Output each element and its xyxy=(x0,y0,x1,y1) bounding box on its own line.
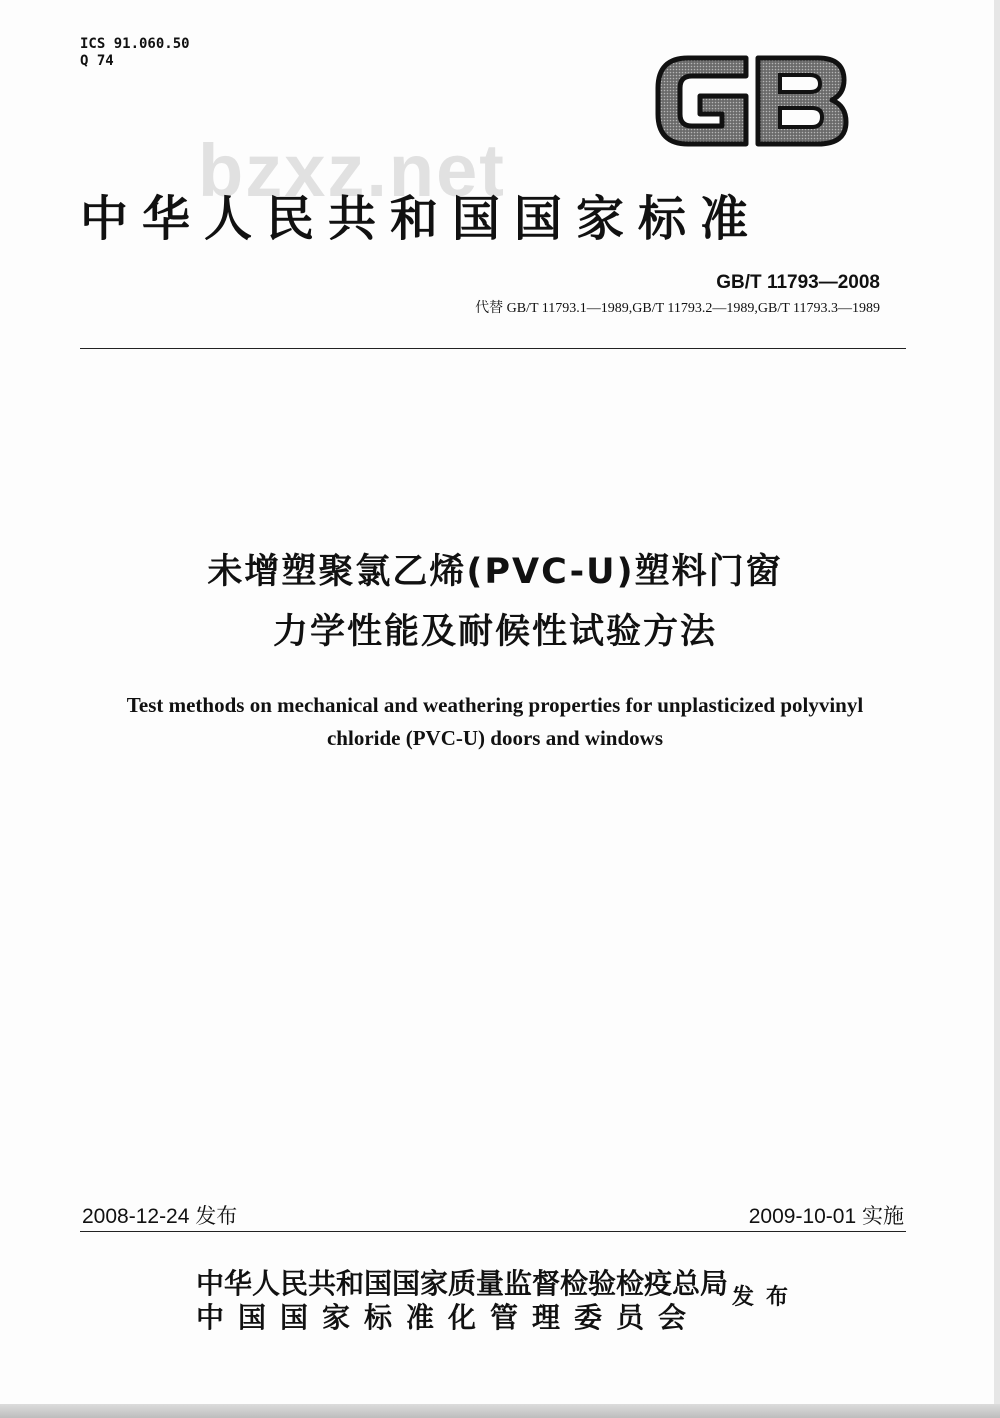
replaces-standards: 代替 GB/T 11793.1—1989,GB/T 11793.2—1989,GB/T 11793.3—1989 xyxy=(475,301,880,316)
issuer-sac: 中国国家标准化管理委员会 xyxy=(196,1301,701,1334)
issuer-aqsiq: 中华人民共和国国家质量监督检验检疫总局 xyxy=(196,1267,729,1300)
national-standard-banner: 中华人民共和国国家标准 xyxy=(80,191,763,247)
standard-number: GB/T 11793—2008 xyxy=(716,272,880,293)
ics-code xyxy=(80,36,190,70)
watermark: bzxz.net xyxy=(198,129,506,212)
page-edge-shadow xyxy=(994,0,1000,1418)
title-english-line1: Test methods on mechanical and weathering properties for unplasticized polyvinyl xyxy=(126,693,864,717)
title-chinese-line2: 力学性能及耐候性试验方法 xyxy=(272,612,717,652)
publish-label: 发布 xyxy=(732,1284,801,1310)
footer-divider xyxy=(80,1231,906,1232)
page-bottom-edge xyxy=(0,1404,1000,1418)
implementation-date: 2009-10-01 实施 xyxy=(748,1205,904,1228)
title-english-line2: chloride (PVC-U) doors and windows xyxy=(326,726,664,750)
title-chinese-line1: 未增塑聚氯乙烯(PVC-U)塑料门窗 xyxy=(207,552,783,592)
issue-date: 2008-12-24 发布 xyxy=(82,1205,238,1228)
classification-code: Q 74 xyxy=(80,53,114,69)
gb-logo-icon xyxy=(648,44,854,154)
ics-number: ICS 91.060.50 xyxy=(80,36,190,52)
header-divider xyxy=(80,348,906,349)
